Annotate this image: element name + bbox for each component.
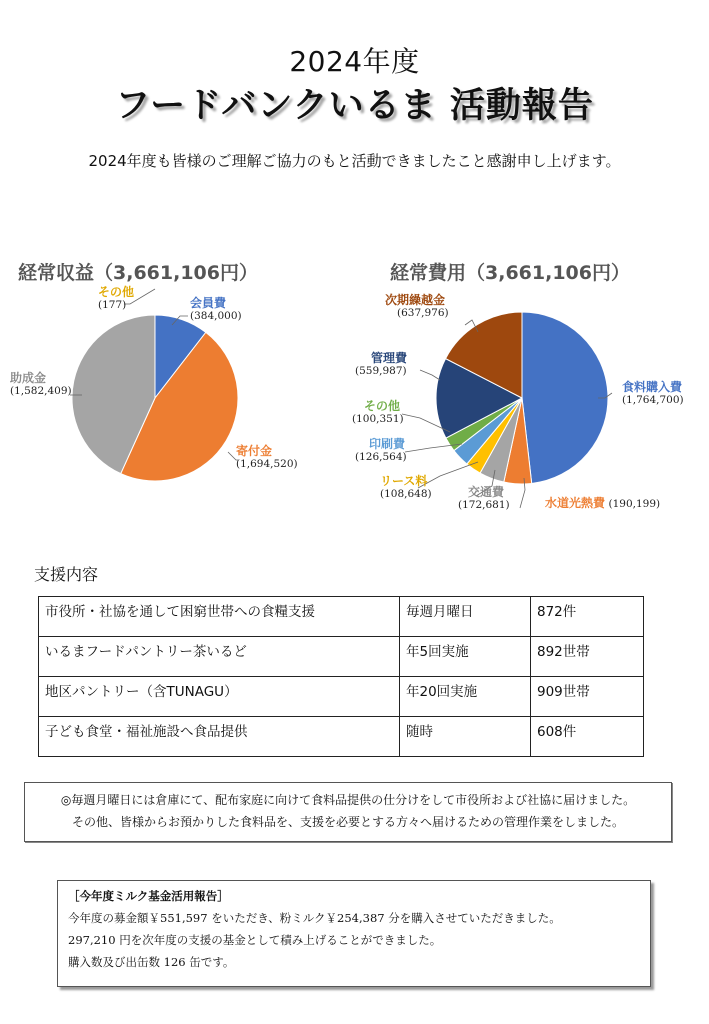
support-name: 子ども食堂・福祉施設へ食品提供: [39, 717, 400, 757]
milk-fund-heading: ［今年度ミルク基金活用報告］: [68, 889, 229, 903]
expense-label-transport: 交通費 (172,681): [458, 485, 510, 511]
expense-label-management: 管理費 (559,987): [355, 351, 408, 377]
revenue-label-other: その他 (177): [98, 285, 135, 311]
milk-fund-box: [57, 880, 651, 987]
year-title: 2024年度: [289, 45, 420, 78]
expense-label-utilities: 水道光熱費 (190,199): [545, 496, 661, 510]
table-row: [39, 717, 644, 757]
revenue-label-grant: 助成金 (1,582,409): [10, 371, 72, 397]
expense-slice-0: [522, 312, 608, 483]
expense-label-food: 食料購入費 (1,764,700): [622, 380, 684, 406]
thanks-message: 2024年度も皆様のご理解ご協力のもと活動できましたこと感謝申し上げます。: [88, 152, 621, 170]
support-frequency: 年5回実施: [400, 637, 531, 677]
activity-note-box: [24, 782, 672, 842]
note-line: その他、皆様からお預かりした食料品を、支援を必要とする方々へ届けるための管理作業をしました。: [71, 815, 624, 829]
expense-label-other: その他 (100,351): [352, 399, 404, 425]
support-frequency: 随時: [400, 717, 531, 757]
table-row: [39, 677, 644, 717]
main-title: フードバンクいるま 活動報告: [115, 86, 594, 126]
milk-fund-line: 今年度の募金額￥551,597 をいただき、粉ミルク￥254,387 分を購入させていただきました。: [68, 911, 561, 925]
support-frequency: 毎週月曜日: [400, 597, 531, 637]
note-line: ◎毎週月曜日には倉庫にて、配布家庭に向けて食料品提供の仕分けをして市役所および社協に届けました。: [60, 793, 636, 807]
revenue-label-membership: 会員費 (384,000): [190, 296, 242, 322]
milk-fund-line: 297,210 円を次年度の支援の基金として積み上げることができました。: [68, 933, 442, 947]
expense-label-carryover: 次期繰越金 (637,976): [385, 293, 449, 319]
expense-chart-title: 経常費用（3,661,106円）: [390, 262, 630, 284]
expense-label-printing: 印刷費 (126,564): [355, 437, 407, 463]
expense-label-lease: リース料 (108,648): [380, 474, 432, 500]
milk-fund-line: 購入数及び出缶数 126 缶です。: [68, 955, 235, 969]
support-count: 872件: [531, 597, 644, 637]
support-name: 地区パントリー（含TUNAGU）: [39, 677, 400, 717]
support-count: 909世帯: [531, 677, 644, 717]
table-row: [39, 637, 644, 677]
support-count: 892世帯: [531, 637, 644, 677]
support-count: 608件: [531, 717, 644, 757]
support-name: いるまフードパントリー茶いるど: [39, 637, 400, 677]
support-table: [38, 596, 644, 757]
revenue-chart-title: 経常収益（3,661,106円）: [18, 262, 258, 284]
table-row: [39, 597, 644, 637]
revenue-label-donation: 寄付金 (1,694,520): [236, 444, 298, 470]
support-name: 市役所・社協を通して困窮世帯への食糧支援: [39, 597, 400, 637]
support-section-title: 支援内容: [34, 565, 99, 584]
support-frequency: 年20回実施: [400, 677, 531, 717]
